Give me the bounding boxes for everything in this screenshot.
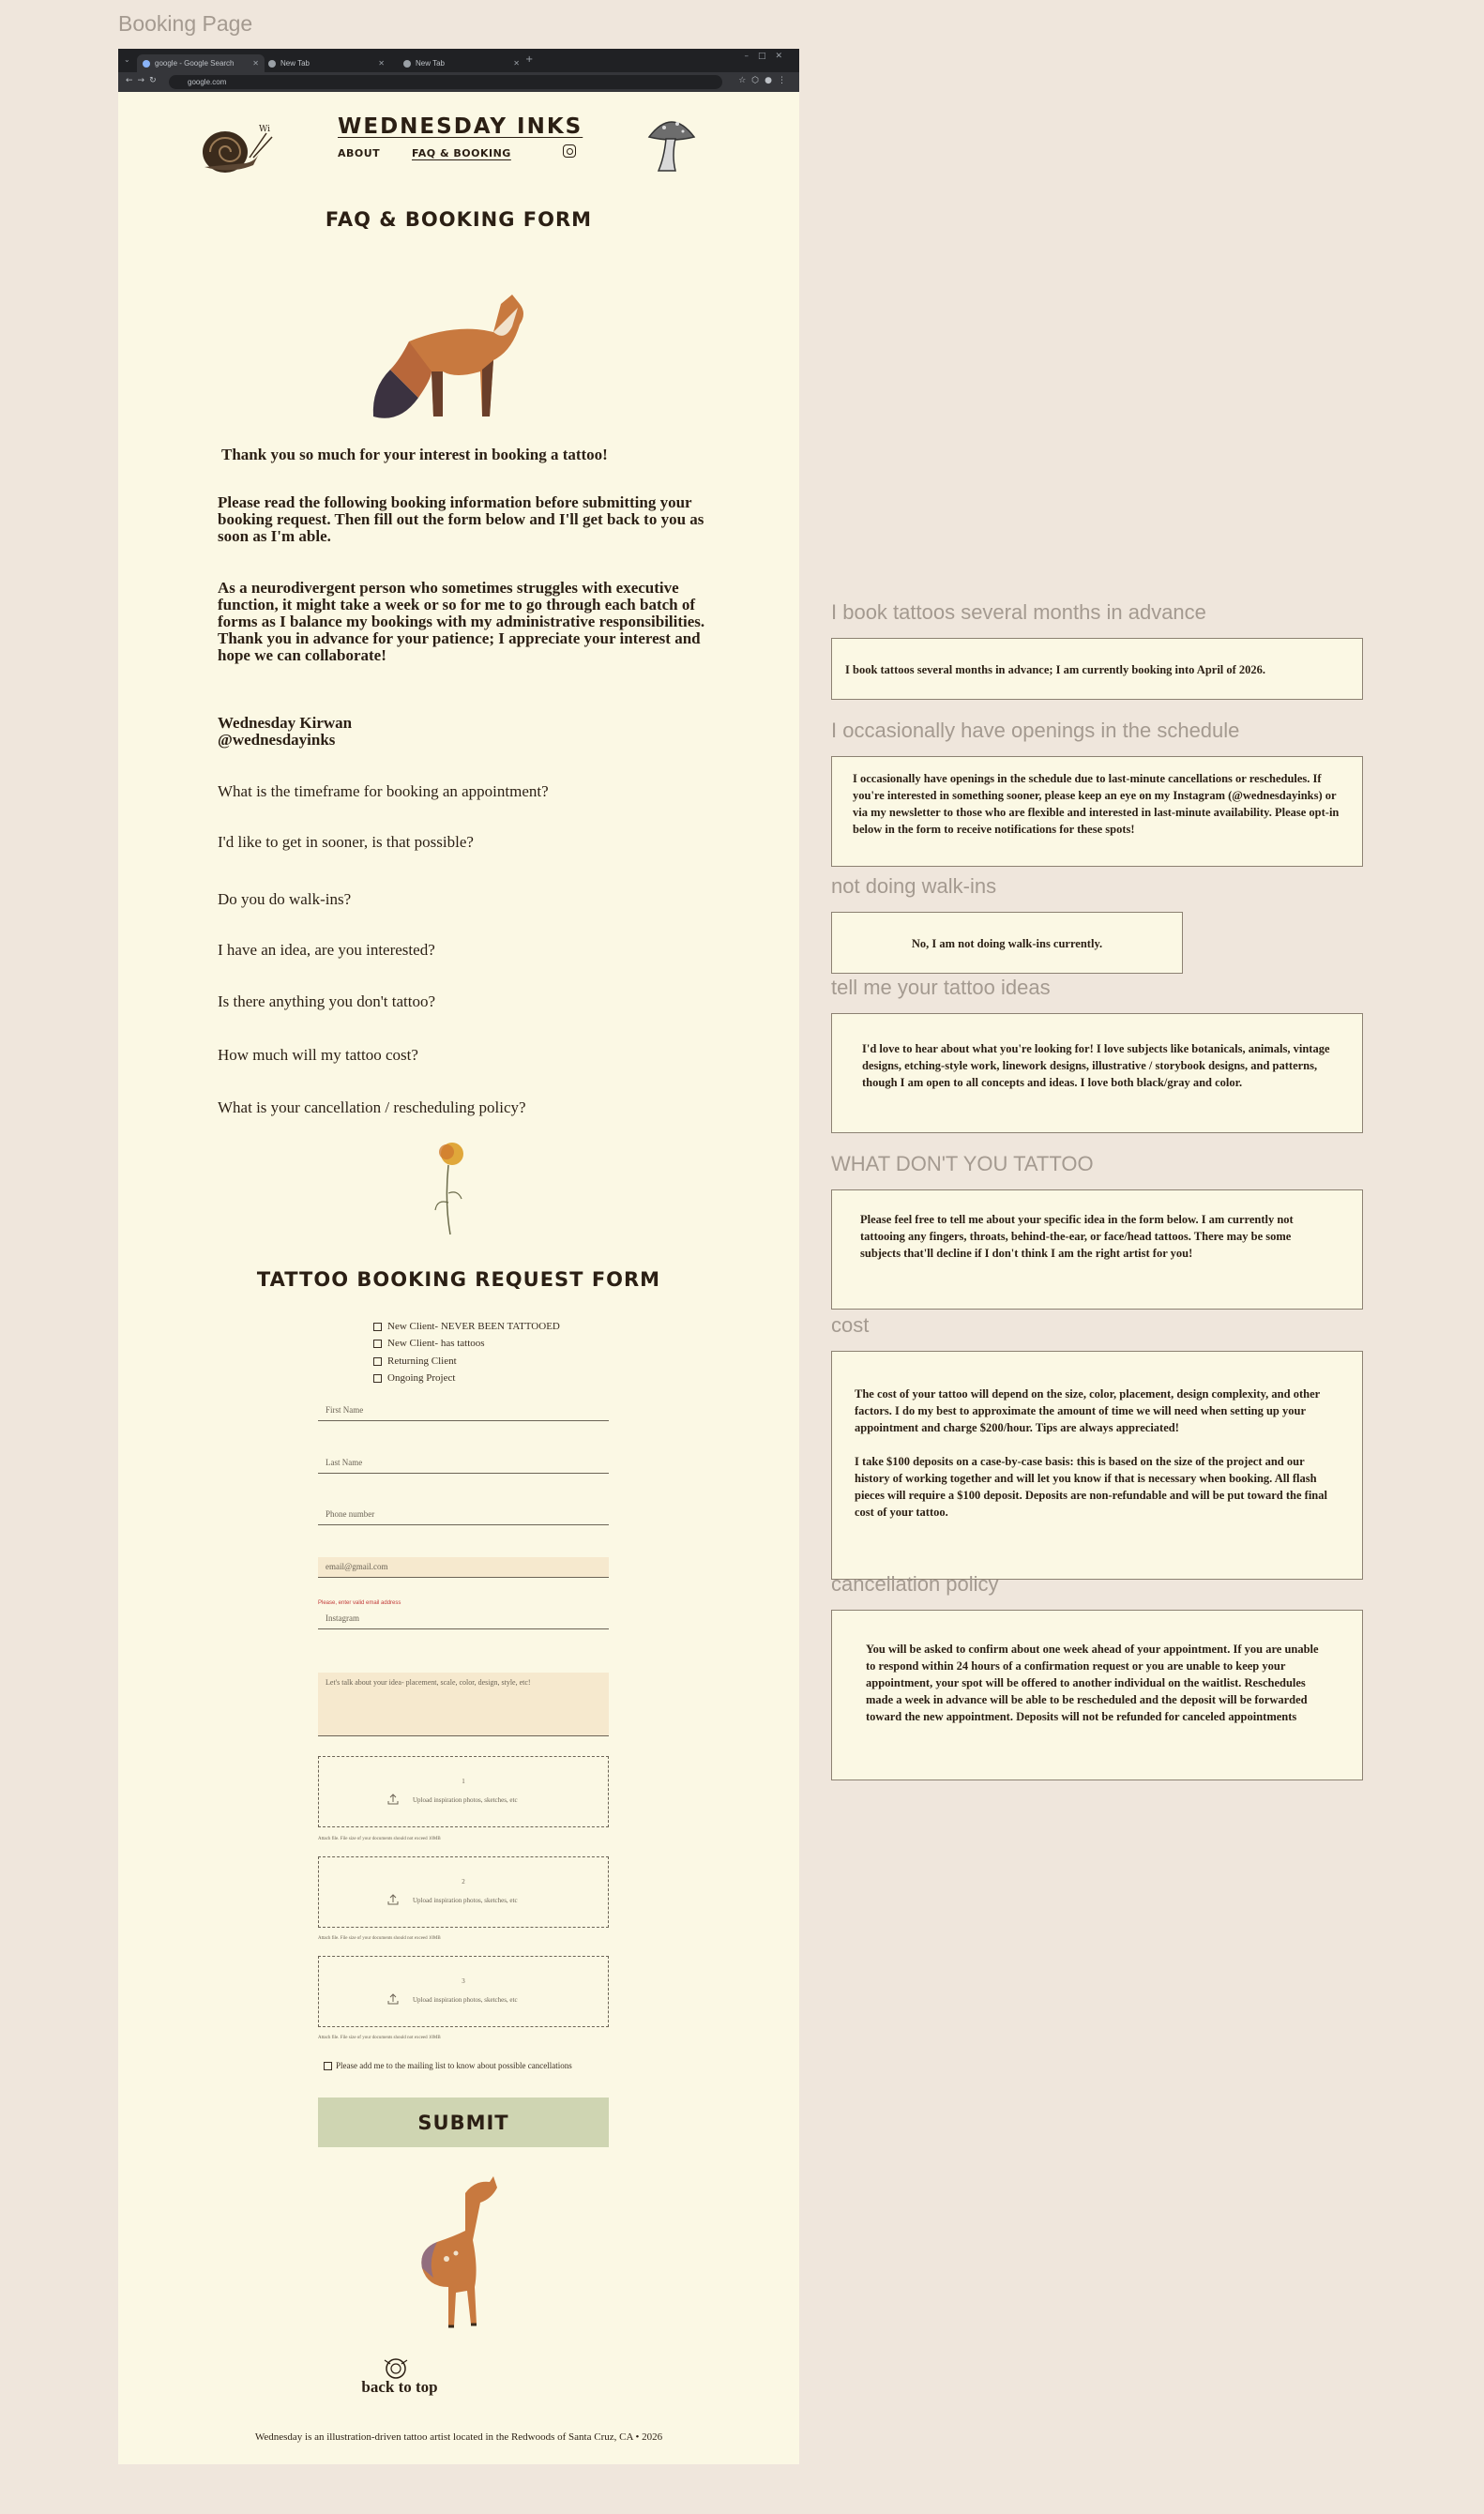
intro-thanks: Thank you so much for your interest in booking a tattoo! bbox=[221, 446, 608, 463]
annotation-box-ideas bbox=[831, 1013, 1363, 1133]
annotation-label-cancellation: cancellation policy bbox=[831, 1572, 999, 1596]
annotation-box-cost bbox=[831, 1351, 1363, 1580]
new-tab-favicon-icon bbox=[268, 60, 276, 68]
poppy-illustration-icon bbox=[428, 1137, 475, 1238]
annotation-text: I book tattoos several months in advance; I am currently booking into April of 2026. bbox=[845, 663, 1266, 676]
faq-question-walkins[interactable]: Do you do walk-ins? bbox=[218, 890, 352, 908]
mailing-list-label: Please add me to the mailing list to know about possible cancellations bbox=[336, 2061, 572, 2070]
signature-name: Wednesday Kirwan bbox=[218, 714, 353, 732]
fox-illustration-icon bbox=[353, 266, 540, 435]
browser-tab-label: New Tab bbox=[280, 59, 310, 68]
browser-actions-icon[interactable]: ☆⬡●⋮ bbox=[738, 76, 792, 85]
address-bar[interactable] bbox=[169, 75, 722, 89]
annotation-box-cancellation bbox=[831, 1610, 1363, 1780]
annotation-label-openings: I occasionally have openings in the schedule bbox=[831, 719, 1240, 742]
upload-dropzone-2[interactable] bbox=[318, 1856, 609, 1928]
upload-size-note: Attach file. File size of your documents should not exceed 10MB bbox=[318, 1837, 441, 1841]
intro-read-info: Please read the following booking information before submitting your booking request. Then fill out the form below and I'll get back to you as soon as I'm able. bbox=[218, 493, 704, 545]
snail-logo-text: Wi bbox=[259, 125, 270, 134]
address-bar-url: google.com bbox=[188, 78, 227, 86]
annotation-text: ahead of your appointment. If you are unable to respond within 24 hours of a confirmation request or you are unable to keep your appointment, your spot will be offered to another individual on the waitlist. Reschedules made a week in advance will be able to be rescheduled and the deposit will be forwarded toward the new appointment. Deposits will not be refunded for canceled appointments bbox=[866, 1643, 1319, 1723]
mushroom-illustration-icon bbox=[644, 113, 700, 174]
annotation-box-dont-tattoo bbox=[831, 1189, 1363, 1310]
annotation-text: I occasionally have openings in the schedule due to last-minute cancellations or reschedules. If you're interested in something sooner, please keep an eye on my Instagram (@wednesdayinks) or via my newsletter to those who are flexible and interested in last-minute availability. Please opt-in below in the form to receive notifications for these spots! bbox=[853, 772, 1340, 836]
last-name-field[interactable]: Last Name bbox=[318, 1453, 609, 1474]
faq-question-sooner[interactable]: I'd like to get in sooner, is that possible? bbox=[218, 833, 474, 851]
browser-tab-3[interactable] bbox=[398, 54, 525, 72]
browser-toolbar bbox=[118, 72, 799, 92]
google-favicon-icon bbox=[143, 60, 150, 68]
client-type-label: New Client- NEVER BEEN TATTOOED bbox=[387, 1321, 560, 1332]
browser-tab-label: New Tab bbox=[416, 59, 445, 68]
annotation-box-timeframe bbox=[831, 638, 1363, 700]
signature-handle: @wednesdayinks bbox=[218, 731, 336, 749]
nav-about[interactable]: ABOUT bbox=[338, 147, 381, 159]
upload-label: Upload inspiration photos, sketches, etc bbox=[413, 1897, 518, 1904]
close-tab-icon[interactable]: ✕ bbox=[378, 59, 385, 68]
checkbox[interactable] bbox=[373, 1323, 382, 1331]
upload-size-note: Attach file. File size of your documents should not exceed 10MB bbox=[318, 1936, 441, 1941]
upload-icon bbox=[386, 1893, 400, 1906]
tab-search-icon[interactable]: ⌄ bbox=[124, 55, 130, 64]
annotation-label-cost: cost bbox=[831, 1313, 870, 1337]
snail-illustration-icon bbox=[193, 113, 278, 178]
upload-number: 1 bbox=[462, 1778, 465, 1785]
client-type-label: Ongoing Project bbox=[387, 1372, 456, 1384]
browser-tab-2[interactable] bbox=[263, 54, 390, 72]
close-tab-icon[interactable]: ✕ bbox=[252, 59, 259, 68]
annotation-text-emphasis: one week bbox=[1042, 1643, 1089, 1656]
instagram-icon[interactable] bbox=[563, 144, 576, 158]
annotation-text: Please feel free to tell me about your specific idea in the form below. I am currently not tattooing any fingers, throats, behind-the-ear, or face/head tattoos. There may be some subjects that'll decline if I don't think I am the right artist for you! bbox=[860, 1213, 1294, 1260]
client-type-option[interactable] bbox=[373, 1355, 457, 1367]
upload-dropzone-3[interactable] bbox=[318, 1956, 609, 2027]
upload-icon bbox=[386, 1793, 400, 1806]
upload-size-note: Attach file. File size of your documents should not exceed 10MB bbox=[318, 2036, 441, 2040]
faq-question-dont-tattoo[interactable]: Is there anything you don't tattoo? bbox=[218, 992, 436, 1010]
upload-icon bbox=[386, 1992, 400, 2006]
checkbox[interactable] bbox=[324, 2062, 332, 2070]
new-tab-favicon-icon bbox=[403, 60, 411, 68]
annotation-text: No, I am not doing walk-ins currently. bbox=[911, 937, 1103, 950]
faq-page-title: FAQ & BOOKING FORM bbox=[325, 208, 593, 231]
window-controls-icon[interactable]: –□✕ bbox=[744, 52, 792, 61]
email-error-message: Please, enter valid email address bbox=[318, 1600, 401, 1606]
upload-label: Upload inspiration photos, sketches, etc bbox=[413, 1796, 518, 1804]
back-forward-reload-icon[interactable]: ←→↻ bbox=[126, 76, 161, 85]
email-field[interactable]: email@gmail.com bbox=[318, 1557, 609, 1578]
annotation-text-2: I take $100 deposits on a case-by-case basis: this is based on the size of the project and our history of working together and will let you know if that is necessary when booking. All flash pieces will require a $100 deposit. Deposits are non-refundable and will be put toward the final cost of your tattoo. bbox=[855, 1455, 1327, 1519]
annotation-text: The cost of your tattoo will depend on the size, color, placement, design complexity, and other factors. I do my best to approximate the amount of time we will need when setting up your appointment and charge $200/hour. Tips are always appreciated! bbox=[855, 1387, 1320, 1434]
client-type-option[interactable] bbox=[373, 1372, 455, 1384]
phone-field[interactable]: Phone number bbox=[318, 1505, 609, 1525]
upload-dropzone-1[interactable] bbox=[318, 1756, 609, 1827]
checkbox[interactable] bbox=[373, 1374, 382, 1383]
annotation-label-dont-tattoo: WHAT DON'T YOU TATTOO bbox=[831, 1152, 1094, 1175]
new-tab-plus-icon[interactable]: + bbox=[525, 54, 534, 65]
upload-label: Upload inspiration photos, sketches, etc bbox=[413, 1996, 518, 2004]
footer-text: Wednesday is an illustration-driven tattoo artist located in the Redwoods of Santa Cruz, CA • 2026 bbox=[254, 2431, 663, 2443]
client-type-label: Returning Client bbox=[387, 1355, 457, 1367]
fawn-illustration-icon bbox=[400, 2174, 512, 2334]
back-to-top-link[interactable]: back to top bbox=[361, 2378, 438, 2396]
annotation-text: I'd love to hear about what you're looking for! I love subjects like botanicals, animals, vintage designs, etching-style work, linework designs, illustrative / storybook designs, and patterns, though I am open to all concepts and ideas. I love both black/gray and color. bbox=[862, 1042, 1330, 1089]
client-type-option[interactable] bbox=[373, 1338, 485, 1349]
annotation-label-ideas: tell me your tattoo ideas bbox=[831, 976, 1051, 999]
upload-number: 2 bbox=[462, 1878, 465, 1886]
faq-question-cost[interactable]: How much will my tattoo cost? bbox=[218, 1046, 418, 1064]
annotation-label-walkins: not doing walk-ins bbox=[831, 874, 997, 898]
upload-number: 3 bbox=[462, 1977, 465, 1985]
checkbox[interactable] bbox=[373, 1340, 382, 1348]
site-title[interactable]: WEDNESDAY INKS bbox=[338, 114, 583, 139]
client-type-option[interactable] bbox=[373, 1321, 560, 1332]
annotation-text: You will be asked to confirm about bbox=[866, 1643, 1043, 1656]
form-title: TATTOO BOOKING REQUEST FORM bbox=[256, 1268, 661, 1291]
close-tab-icon[interactable]: ✕ bbox=[513, 59, 520, 68]
faq-question-idea[interactable]: I have an idea, are you interested? bbox=[218, 941, 435, 959]
browser-tab-strip bbox=[118, 49, 799, 72]
first-name-field[interactable]: First Name bbox=[318, 1401, 609, 1421]
browser-tab-1[interactable] bbox=[137, 54, 265, 72]
browser-tab-label: google - Google Search bbox=[155, 59, 235, 68]
idea-textarea[interactable]: Let's talk about your idea- placement, scale, color, design, style, etc! bbox=[318, 1673, 609, 1736]
nav-faq-booking[interactable]: FAQ & BOOKING bbox=[412, 147, 511, 159]
client-type-label: New Client- has tattoos bbox=[387, 1338, 485, 1349]
annotation-box-openings bbox=[831, 756, 1363, 867]
annotation-label-timeframe: I book tattoos several months in advance bbox=[831, 600, 1206, 624]
paragraph-spacer bbox=[855, 1436, 1340, 1453]
browser-window bbox=[118, 49, 799, 2464]
faq-question-cancellation[interactable]: What is your cancellation / rescheduling policy? bbox=[218, 1098, 526, 1116]
mailing-list-option[interactable] bbox=[324, 2061, 572, 2070]
checkbox[interactable] bbox=[373, 1357, 382, 1366]
submit-button[interactable]: SUBMIT bbox=[318, 2098, 609, 2147]
faq-question-timeframe[interactable]: What is the timeframe for booking an appointment? bbox=[218, 782, 549, 800]
annotation-box-walkins bbox=[831, 912, 1183, 974]
canvas-page-label: Booking Page bbox=[118, 11, 253, 36]
instagram-field[interactable]: Instagram bbox=[318, 1609, 609, 1629]
intro-neurodivergent: As a neurodivergent person who sometimes struggles with executive function, it might take a week or so for me to go through each batch of forms as I balance my bookings with my administrative responsibilities. Thank you in advance for your patience; I appreciate your interest and hope we can collaborate! bbox=[218, 579, 705, 664]
